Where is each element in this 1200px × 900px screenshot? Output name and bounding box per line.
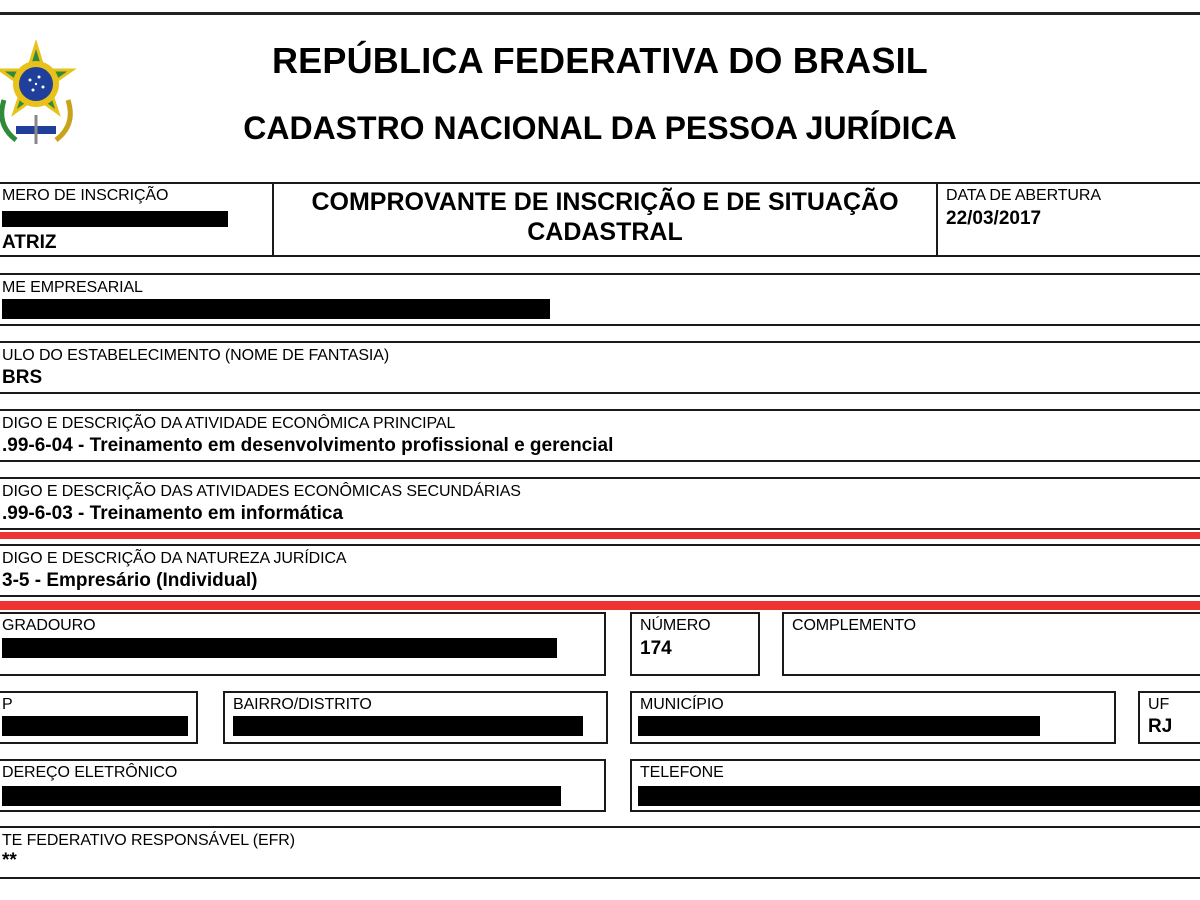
logradouro-redaction: [2, 638, 557, 658]
comprovante-box: [272, 182, 938, 257]
atividades-secundarias-value: .99-6-03 - Treinamento em informática: [2, 503, 344, 524]
efr-value: **: [2, 850, 17, 871]
telefone-box: [630, 759, 1200, 812]
inscricao-box: [0, 182, 274, 257]
logradouro-label: GRADOURO: [2, 617, 96, 634]
telefone-label: TELEFONE: [640, 764, 724, 781]
fantasia-label: ULO DO ESTABELECIMENTO (NOME DE FANTASIA): [2, 347, 390, 364]
atividade-principal-label: DIGO E DESCRIÇÃO DA ATIVIDADE ECONÔMICA PRINCIPAL: [2, 415, 456, 432]
nome-empresarial-redaction: [2, 299, 550, 319]
natureza-juridica-box: [0, 544, 1200, 597]
natureza-juridica-label: DIGO E DESCRIÇÃO DA NATUREZA JURÍDICA: [2, 550, 347, 567]
efr-label: TE FEDERATIVO RESPONSÁVEL (EFR): [2, 832, 295, 849]
fantasia-value: BRS: [2, 367, 43, 388]
inscricao-redaction: [2, 211, 228, 227]
nome-empresarial-label: ME EMPRESARIAL: [2, 279, 143, 296]
efr-box: [0, 826, 1200, 879]
uf-label: UF: [1148, 696, 1170, 713]
municipio-redaction: [638, 716, 1040, 736]
cep-label: P: [2, 696, 13, 713]
atividade-principal-box: [0, 409, 1200, 462]
cep-box: [0, 691, 198, 744]
red-divider-line: [0, 532, 1200, 539]
inscricao-type: ATRIZ: [2, 232, 57, 253]
complemento-box: [782, 612, 1200, 676]
email-redaction: [2, 786, 561, 806]
telefone-redaction: [638, 786, 1200, 806]
bairro-label: BAIRRO/DISTRITO: [233, 696, 372, 713]
municipio-box: [630, 691, 1116, 744]
atividades-secundarias-box: [0, 477, 1200, 530]
complemento-label: COMPLEMENTO: [792, 617, 916, 634]
numero-box: [630, 612, 760, 676]
comprovante-title-line1: COMPROVANTE DE INSCRIÇÃO E DE SITUAÇÃO: [311, 188, 899, 216]
numero-label: NÚMERO: [640, 617, 711, 634]
nome-empresarial-box: [0, 273, 1200, 326]
abertura-label: DATA DE ABERTURA: [946, 187, 1101, 204]
inscricao-label: MERO DE INSCRIÇÃO: [2, 187, 169, 204]
cep-redaction: [2, 716, 188, 736]
municipio-label: MUNICÍPIO: [640, 696, 724, 713]
document-title: REPÚBLICA FEDERATIVA DO BRASIL: [271, 40, 928, 81]
red-divider-line: [0, 601, 1200, 610]
uf-box: [1138, 691, 1200, 744]
atividade-principal-value: .99-6-04 - Treinamento em desenvolvimento profissional e gerencial: [2, 435, 614, 456]
abertura-value: 22/03/2017: [946, 208, 1042, 229]
numero-value: 174: [640, 638, 672, 659]
comprovante-title-line2: CADASTRAL: [527, 218, 683, 246]
email-box: [0, 759, 606, 812]
natureza-juridica-value: 3-5 - Empresário (Individual): [2, 570, 258, 591]
bairro-box: [223, 691, 608, 744]
logradouro-box: [0, 612, 606, 676]
uf-value: RJ: [1148, 716, 1173, 737]
abertura-box: [936, 182, 1200, 257]
fantasia-box: [0, 341, 1200, 394]
atividades-secundarias-label: DIGO E DESCRIÇÃO DAS ATIVIDADES ECONÔMICAS SECUNDÁRIAS: [2, 483, 521, 500]
bairro-redaction: [233, 716, 583, 736]
top-border: [0, 12, 1200, 15]
email-label: DEREÇO ELETRÔNICO: [2, 764, 178, 781]
document-subtitle: CADASTRO NACIONAL DA PESSOA JURÍDICA: [243, 110, 957, 146]
